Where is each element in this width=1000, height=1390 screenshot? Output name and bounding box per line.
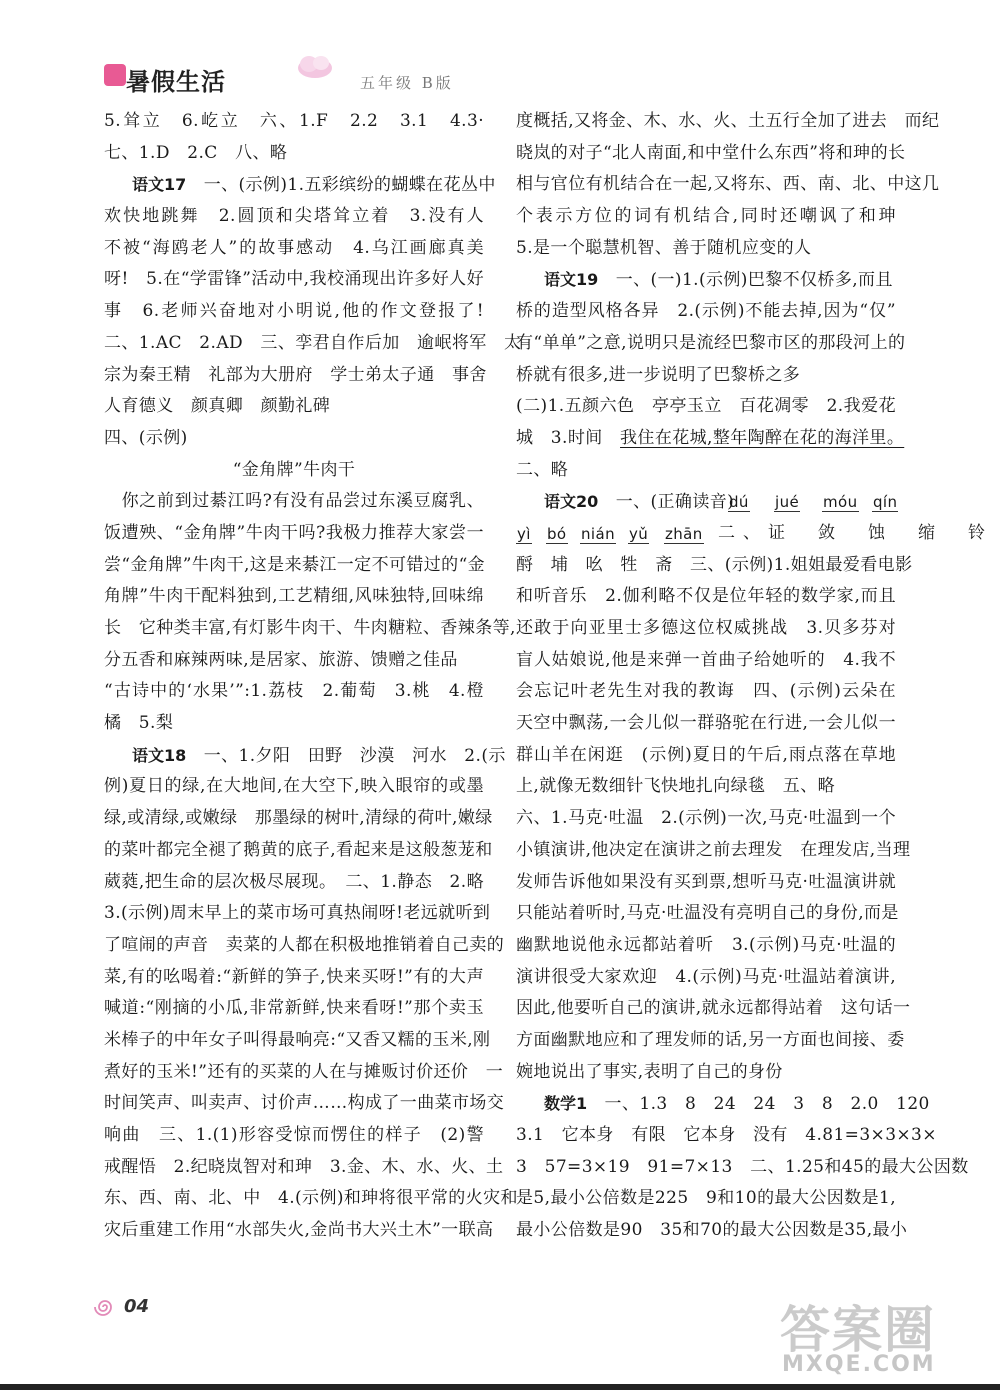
answer-line (516, 676, 896, 708)
answer-text: 3.1 它本身 有限 它本身 没有 4.81=3×3×3× (516, 1125, 937, 1145)
answer-line (516, 867, 896, 899)
answer-line (104, 233, 484, 265)
answer-line (516, 423, 905, 455)
cloud-icon (295, 52, 335, 80)
answer-line (104, 1152, 504, 1184)
answer-text: 时间笑声、叫卖声、讨价声……构成了一曲菜市场交 (104, 1093, 505, 1114)
answer-text: 一、1.夕阳 田野 沙漠 河水 2.(示 (203, 745, 506, 766)
pinyin-answer: qín (873, 492, 898, 511)
answer-line (104, 518, 484, 550)
answer-text: 灾后重建工作用“水部失火,金尚书大兴土木”一联高 (104, 1220, 494, 1241)
pinyin-answer: yǔ (629, 524, 649, 543)
pinyin-answer: zhān (665, 524, 703, 543)
answer-text: 呀! 5.在“学雷锋”活动中,我校涌现出许多好人好 (104, 269, 484, 290)
section-heading: 语文20 (544, 492, 599, 512)
answer-text: 有“单单”之意,说明只是流经巴黎市区的那段河上的 (516, 332, 906, 353)
answer-text: 了喧闹的声音 卖菜的人都在积极地推销着自己卖的 (104, 934, 505, 955)
answer-line (104, 708, 484, 740)
answer-text: 5.是一个聪慧机智、善于随机应变的人 (516, 237, 812, 258)
pinyin-answer: dú (729, 492, 749, 511)
answer-line (516, 455, 896, 487)
answer-line (516, 264, 896, 296)
answer-text: 分五香和麻辣两味,是居家、旅游、馈赠之佳品 (104, 649, 458, 670)
answer-text: 和听音乐 2.伽利略不仅是位年轻的数学家,而且 (516, 586, 896, 607)
answer-line (516, 708, 896, 740)
answer-text: 响曲 三、1.(1)形容受惊而愣住的样子 (2)警 (104, 1125, 484, 1145)
answer-text: 长 它种类丰富,有灯影牛肉干、牛肉糖粒、香辣条等, (104, 618, 516, 638)
answer-text: 盲人姑娘说,他是来弹一首曲子给她听的 4.我不 (516, 649, 896, 670)
answer-line (516, 233, 896, 265)
answer-line (104, 771, 484, 803)
answer-text: 葳蕤,把生命的层次极尽展现。 二、1.静态 2.略 (104, 871, 484, 892)
answer-text: 方面幽默地应和了理发师的话,另一方面也间接、委 (516, 1029, 905, 1050)
answer-text: 米棒子的中年女子叫得最响亮:“又香又糯的玉米,刚 (104, 1029, 491, 1050)
answer-text: 一、(一)1.(示例)巴黎不仅桥多,而且 (615, 270, 893, 291)
answer-text: 桥的造型风格各异 2.(示例)不能去掉,因为“仅” (516, 301, 896, 322)
answer-text: 演讲很受大家欢迎 4.(示例)马克·吐温站着演讲, (516, 966, 896, 987)
answer-text: 度概括,又将金、木、水、火、土五行全加了进去 而纪 (516, 111, 940, 131)
underlined-answer: 我住在花城,整年陶醉在花的海洋里。 (620, 427, 905, 448)
answer-text: 二、1.AC 2.AD 三、孪君自作后加 逾岷将军 太 (104, 332, 522, 353)
answer-text: 宗为秦王精 礼部为大册府 学士弟太子通 事舍 (104, 364, 487, 385)
answer-line (516, 962, 896, 994)
answer-line (516, 201, 896, 233)
answer-text: 小镇演讲,他决定在演讲之前去理发 在理发店,当理 (516, 839, 911, 860)
answer-text: 例)夏日的绿,在大地间,在大空下,映入眼帘的或墨 (104, 776, 484, 797)
answer-text: 群山羊在闲逛 (示例)夏日的午后,雨点落在草地 (516, 744, 896, 765)
answer-text: 幽默地说他永远都站着听 3.(示例)马克·吐温的 (516, 934, 896, 955)
answer-line (104, 106, 484, 138)
answer-line (104, 898, 491, 930)
logo-mark-icon (104, 64, 126, 86)
answer-line (516, 645, 896, 677)
answer-text: 欢快地跳舞 2.圆顶和尖塔耸立着 3.没有人 (104, 206, 484, 227)
answer-line (104, 391, 484, 423)
answer-line (516, 296, 896, 328)
answer-text: 上,就像无数细针飞快地扎向绿毯 五、略 (516, 776, 836, 797)
answer-text: 会忘记叶老先生对我的教诲 四、(示例)云朵在 (516, 681, 896, 702)
answer-line (516, 835, 911, 867)
answer-text: “金角牌”牛肉干 (232, 459, 356, 480)
page-number: 04 (124, 1296, 150, 1317)
answer-line (104, 1057, 504, 1089)
answer-text: 的菜叶都完全褪了鹅黄的底子,看起来是这般葱茏和 (104, 839, 493, 860)
answer-text: 二、略 (516, 459, 569, 480)
answer-text: 桥就有很多,进一步说明了巴黎桥之多 (516, 364, 801, 385)
answer-line (516, 1183, 896, 1215)
answer-line (516, 803, 896, 835)
answer-text: 晓岚的对子“北人南面,和中堂什么东西”将和珅的长 (516, 142, 906, 163)
answer-text: 橘 5.梨 (104, 713, 174, 734)
answer-line (104, 423, 484, 455)
answer-line (516, 1215, 908, 1247)
answer-line (516, 898, 899, 930)
answer-text: 七、1.D 2.C 八、略 (104, 142, 288, 163)
section-heading: 语文17 (132, 175, 187, 195)
answer-line (516, 930, 896, 962)
answer-text: 婉地说出了事实,表明了自己的身份 (516, 1061, 783, 1082)
answer-text: 最小公倍数是90 35和70的最大公因数是35,最小 (516, 1220, 908, 1241)
page-number-area (92, 1290, 182, 1330)
right-answer-column (516, 106, 993, 1247)
answer-line (104, 581, 484, 613)
answer-line (104, 486, 484, 518)
answer-line (104, 740, 506, 772)
answer-text: 你之前到过綦江吗?有没有品尝过东溪豆腐乳、 (104, 491, 484, 512)
answer-line (516, 771, 896, 803)
section-heading: 语文18 (132, 745, 187, 765)
answer-text: 事 6.老师兴奋地对小明说,他的作文登报了! (104, 301, 484, 322)
answer-text: 城 3.时间 (516, 427, 621, 448)
section-heading: 语文19 (544, 270, 599, 290)
answer-line (516, 328, 906, 360)
answer-line (104, 550, 484, 582)
left-answer-column (104, 106, 522, 1247)
answer-line (516, 550, 913, 582)
answer-text: 煮好的玉米!”还有的买菜的人在与摊贩讨价还价 一 (104, 1061, 504, 1082)
answer-line (516, 360, 896, 392)
answer-line (104, 803, 493, 835)
watermark-logo: 答案圈 (780, 1301, 936, 1359)
answer-line (104, 867, 484, 899)
answer-line (104, 138, 484, 170)
answer-text: 因此,他要听自己的演讲,就永远都得站着 这句话一 (516, 998, 911, 1019)
answer-text: 一、1.3 8 24 24 3 8 2.0 120 (604, 1094, 930, 1115)
page-header (100, 50, 454, 100)
pinyin-answer: móu (823, 492, 858, 511)
answer-text: “古诗中的‘水果’”:1.荔枝 2.葡萄 3.桃 4.橙 (104, 681, 484, 702)
answer-text: 相与官位有机结合在一起,又将东、西、南、北、中这几 (516, 174, 940, 195)
answer-line (104, 962, 484, 994)
answer-text: (二)1.五颜六色 亭亭玉立 百花凋零 2.我爱花 (516, 396, 896, 417)
watermark-url: MXQE.COM (782, 1352, 936, 1377)
pinyin-answer: nián (581, 524, 615, 543)
answer-line (104, 835, 493, 867)
answer-line (104, 993, 484, 1025)
bottom-edge (0, 1384, 1000, 1390)
answer-line (104, 1183, 518, 1215)
answer-line (104, 645, 484, 677)
answer-text: 一、(示例)1.五彩缤纷的蝴蝶在花丛中 (203, 175, 496, 196)
answer-line (104, 676, 484, 708)
answer-line (104, 1025, 491, 1057)
pinyin-answer: bó (547, 524, 567, 543)
answer-text: 发师告诉他如果没有买到票,想听马克·吐温演讲就 (516, 871, 896, 892)
answer-text: 喊道:“刚摘的小瓜,非常新鲜,快来看呀!”那个卖玉 (104, 998, 484, 1019)
answer-text: 只能站着听时,马克·吐温没有亮明自己的身份,而是 (516, 903, 899, 924)
answer-line (516, 1025, 905, 1057)
answer-text: 一、(正确读音) (615, 492, 735, 513)
answer-line (516, 1152, 969, 1184)
answer-line (104, 169, 496, 201)
answer-line (104, 613, 516, 645)
answer-line (104, 455, 484, 487)
answer-line (516, 581, 896, 613)
answer-text: 人育德义 颜真卿 颜勤礼碑 (104, 396, 331, 417)
answer-text: 5.耸立 6.屹立 六、1.F 2.2 3.1 4.3· (104, 111, 484, 131)
answer-line (104, 1120, 484, 1152)
answer-line (516, 391, 896, 423)
answer-line (104, 296, 484, 328)
answer-text: 二、证 敛 蚀 缩 铃 (718, 522, 993, 543)
answer-text: 尝“金角牌”牛肉干,这是来綦江一定不可错过的“金 (104, 554, 486, 575)
answer-text: 饭遭殃、“金角牌”牛肉干吗?我极力推荐大家尝一 (104, 522, 484, 543)
answer-text: 四、(示例) (104, 427, 188, 448)
answer-line (516, 486, 896, 518)
answer-line (516, 613, 896, 645)
answer-text: 3 57=3×19 91=7×13 二、1.25和45的最大公因数 (516, 1156, 969, 1177)
answer-text: 还敢于向亚里士多德这位权威挑战 3.贝多芬对 (516, 618, 896, 638)
answer-line (516, 138, 906, 170)
grade-label: 五年级 B版 (360, 74, 454, 92)
answer-line (516, 993, 911, 1025)
answer-text: 戒醒悟 2.纪晓岚智对和珅 3.金、木、水、火、土 (104, 1156, 504, 1177)
answer-text: 3.(示例)周末早上的菜市场可真热闹呀!老远就听到 (104, 903, 491, 924)
answer-line (516, 518, 993, 550)
answer-text: 个表示方位的词有机结合,同时还嘲讽了和珅 (516, 206, 896, 227)
answer-line (516, 1120, 937, 1152)
answer-line (104, 930, 505, 962)
answer-line (516, 1088, 930, 1120)
watermark (780, 1290, 990, 1385)
answer-text: 六、1.马克·吐温 2.(示例)一次,马克·吐温到一个 (516, 808, 896, 829)
pinyin-answer: jué (775, 492, 800, 511)
answer-line (104, 1088, 505, 1120)
answer-text: 菜,有的吆喝着:“新鲜的笋子,快来买呀!”有的大声 (104, 966, 484, 987)
section-heading: 数学1 (544, 1094, 588, 1114)
answer-text: 绿,或清绿,或嫩绿 那墨绿的树叶,清绿的荷叶,嫩绿 (104, 808, 493, 829)
pinyin-answer: yì (517, 524, 531, 543)
answer-line (104, 201, 484, 233)
answer-line (516, 169, 940, 201)
logo-text: 暑假生活 (126, 68, 226, 96)
answer-line (104, 328, 522, 360)
pinyin-row (516, 518, 993, 550)
answer-text: 是5,最小公倍数是225 9和10的最大公因数是1, (516, 1188, 896, 1209)
answer-text: 角牌”牛肉干配料独到,工艺精细,风味独特,回味绵 (104, 586, 484, 607)
answer-text: 天空中飘荡,一会儿似一群骆驼在行进,一会儿似一 (516, 713, 896, 734)
answer-line (516, 106, 940, 138)
swirl-icon (92, 1294, 118, 1320)
answer-text: 酹 埔 吆 牲 斋 三、(示例)1.姐姐最爱看电影 (516, 554, 913, 575)
answer-line (104, 1215, 494, 1247)
answer-text: 不被“海鸥老人”的故事感动 4.乌江画廊真美 (104, 237, 484, 258)
answer-line (516, 1057, 896, 1089)
answer-line (516, 740, 896, 772)
answer-line (104, 360, 487, 392)
answer-line (104, 264, 484, 296)
answer-text: 东、西、南、北、中 4.(示例)和珅将很平常的火灾和 (104, 1188, 518, 1209)
